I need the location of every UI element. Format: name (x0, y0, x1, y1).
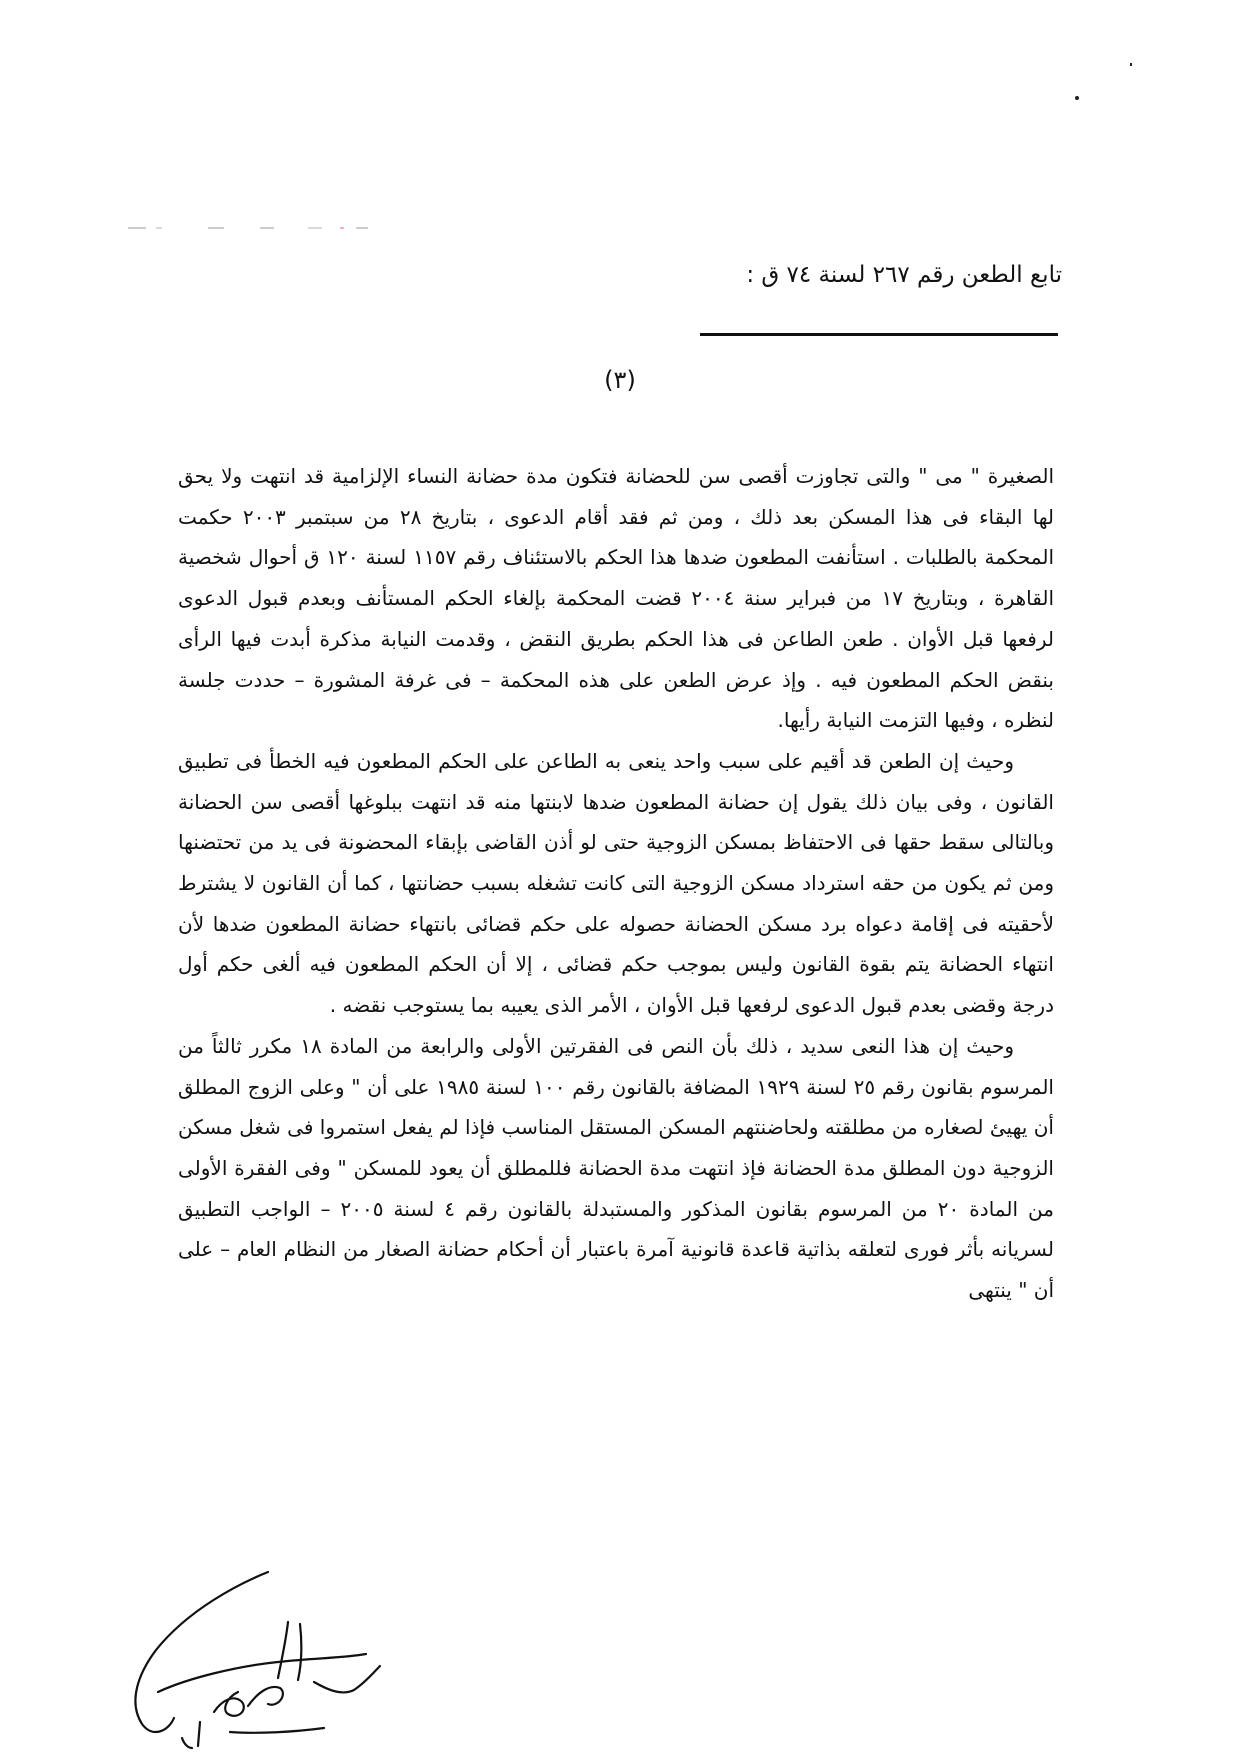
handwritten-signature (118, 1562, 388, 1752)
document-body (178, 456, 1054, 1311)
scan-speck (1130, 63, 1132, 66)
paragraph: الصغيرة " مى " والتى تجاوزت أقصى سن للحضانة فتكون مدة حضانة النساء الإلزامية قد انتهت ولا يحق لها البقاء فى هذا المسكن بعد ذلك ، ومن ثم فقد أقام الدعوى ، بتاريخ ٢٨ من سبتمبر ٢٠٠٣ حكمت المحكمة بالطلبات . استأنفت المطعون ضدها هذا الحكم بالاستئناف رقم ١١٥٧ لسنة ١٢٠ ق أحوال شخصية القاهرة ، وبتاريخ ١٧ من فبراير سنة ٢٠٠٤ قضت المحكمة بإلغاء الحكم المستأنف وبعدم قبول الدعوى لرفعها قبل الأوان . طعن الطاعن فى هذا الحكم بطريق النقض ، وقدمت النيابة مذكرة أبدت فيها الرأى بنقض الحكم المطعون فيه . وإذ عرض الطعن على هذه المحكمة – فى غرفة المشورة – حددت جلسة لنظره ، وفيها التزمت النيابة رأيها. (178, 464, 1055, 733)
header-divider (700, 333, 1058, 336)
scan-artifact-dashes (128, 226, 378, 230)
document-header: تابع الطعن رقم ٢٦٧ لسنة ٧٤ ق : (746, 262, 1062, 288)
paragraph: وحيث إن الطعن قد أقيم على سبب واحد ينعى به الطاعن على الحكم المطعون فيه الخطأ فى تطبيق القانون ، وفى بيان ذلك يقول إن حضانة المطعون ضدها لابنتها منه قد انتهت ببلوغها أقصى سن الحضانة وبالتالى سقط حقها فى الاحتفاظ بمسكن الزوجية حتى لو أذن القاضى بإبقاء المحضونة فى يد من تحتضنها ومن ثم يكون من حقه استرداد مسكن الزوجية التى كانت تشغله بسبب حضانتها ، كما أن القانون لا يشترط لأحقيته فى إقامة دعواه برد مسكن الحضانة حصوله على حكم قضائى بانتهاء حضانة المطعون ضدها لأن انتهاء الحضانة يتم بقوة القانون وليس بموجب حكم قضائى ، إلا أن الحكم المطعون فيه ألغى حكم أول درجة وقضى بعدم قبول الدعوى لرفعها قبل الأوان ، الأمر الذى يعيبه بما يستوجب نقضه . (178, 748, 1054, 1018)
scan-speck (1075, 96, 1079, 100)
page-number: (٣) (604, 366, 636, 394)
paragraph: وحيث إن هذا النعى سديد ، ذلك بأن النص فى الفقرتين الأولى والرابعة من المادة ١٨ مكرر ثالثاً من المرسوم بقانون رقم ٢٥ لسنة ١٩٢٩ المضافة بالقانون رقم ١٠٠ لسنة ١٩٨٥ على أن " وعلى الزوج المطلق أن يهيئ لصغاره من مطلقته ولحاضنتهم المسكن المستقل المناسب فإذا لم يفعل استمروا فى شغل مسكن الزوجية دون المطلق مدة الحضانة فإذ انتهت مدة الحضانة فللمطلق أن يعود للمسكن " وفى الفقرة الأولى من المادة ٢٠ من المرسوم بقانون المذكور والمستبدلة بالقانون رقم ٤ لسنة ٢٠٠٥ – الواجب التطبيق لسريانه بأثر فورى لتعلقه بذاتية قاعدة قانونية آمرة باعتبار أن أحكام حضانة الصغار من النظام العام – على أن " ينتهى (178, 1033, 1054, 1303)
